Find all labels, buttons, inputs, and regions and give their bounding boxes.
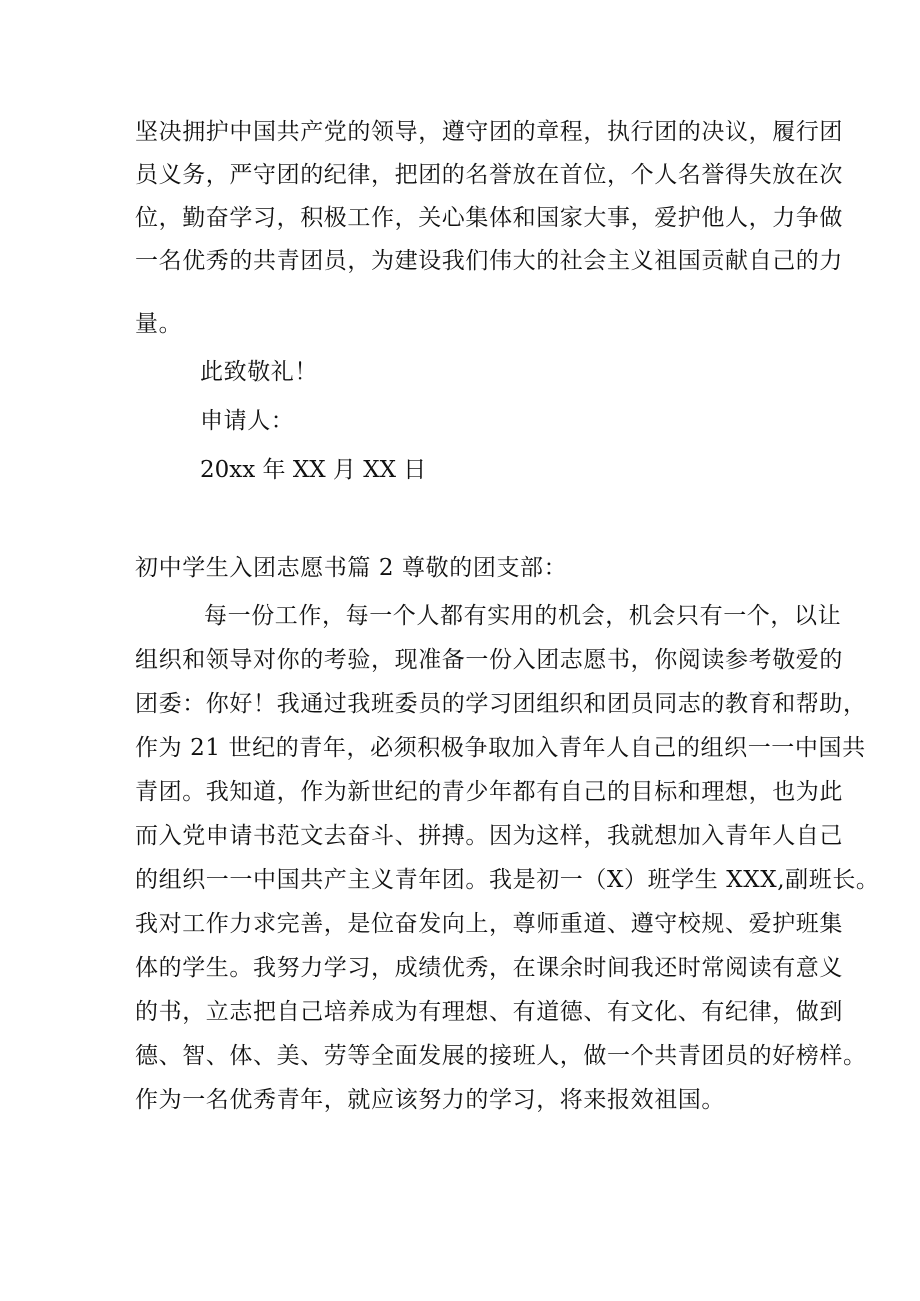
paragraph2-line-5: 青团。我知道，作为新世纪的青少年都有自己的目标和理想，也为此 (135, 779, 843, 805)
paragraph1-line-2: 员义务，严守团的纪律，把团的名誉放在首位，个人名誉得失放在次 (135, 162, 843, 188)
applicant-label: 申请人： (200, 408, 295, 434)
section-heading: 初中学生入团志愿书篇 2 尊敬的团支部： (135, 555, 568, 581)
paragraph1-line-1: 坚决拥护中国共产党的领导，遵守团的章程，执行团的决议，履行团 (135, 119, 843, 145)
closing-salutation: 此致敬礼！ (200, 359, 318, 385)
paragraph1-line-4: 一名优秀的共青团员，为建设我们伟大的社会主义祖国贡献自己的力 (135, 248, 843, 274)
paragraph2-line-6: 而入党申请书范文去奋斗、拼搏。因为这样，我就想加入青年人自己 (135, 823, 843, 849)
paragraph2-line-1: 每一份工作，每一个人都有实用的机会，机会只有一个，以让 (204, 603, 842, 629)
paragraph2-line-8: 我对工作力求完善，是位奋发向上，尊师重道、遵守校规、爱护班集 (135, 911, 843, 937)
paragraph2-line-11: 德、智、体、美、劳等全面发展的接班人，做一个共青团员的好榜样。 (135, 1043, 867, 1069)
paragraph2-line-7: 的组织一一中国共产主义青年团。我是初一（X）班学生 XXX,副班长。 (135, 867, 880, 893)
paragraph2-line-9: 体的学生。我努力学习，成绩优秀，在课余时间我还时常阅读有意义 (135, 955, 843, 981)
paragraph2-line-4: 作为 21 世纪的青年，必须积极争取加入青年人自己的组织一一中国共 (135, 735, 866, 761)
paragraph1-line-3: 位，勤奋学习，积极工作，关心集体和国家大事，爱护他人，力争做 (135, 205, 843, 231)
paragraph2-line-12: 作为一名优秀青年，就应该努力的学习，将来报效祖国。 (135, 1087, 725, 1113)
paragraph2-line-10: 的书，立志把自己培养成为有理想、有道德、有文化、有纪律，做到 (135, 999, 843, 1025)
paragraph2-line-3: 团委：你好！我通过我班委员的学习团组织和团员同志的教育和帮助， (135, 691, 867, 717)
application-date: 20xx 年 XX 月 XX 日 (200, 457, 427, 483)
paragraph1-line-5: 量。 (135, 311, 183, 337)
paragraph2-line-2: 组织和领导对你的考验，现准备一份入团志愿书，你阅读参考敬爱的 (135, 647, 843, 673)
